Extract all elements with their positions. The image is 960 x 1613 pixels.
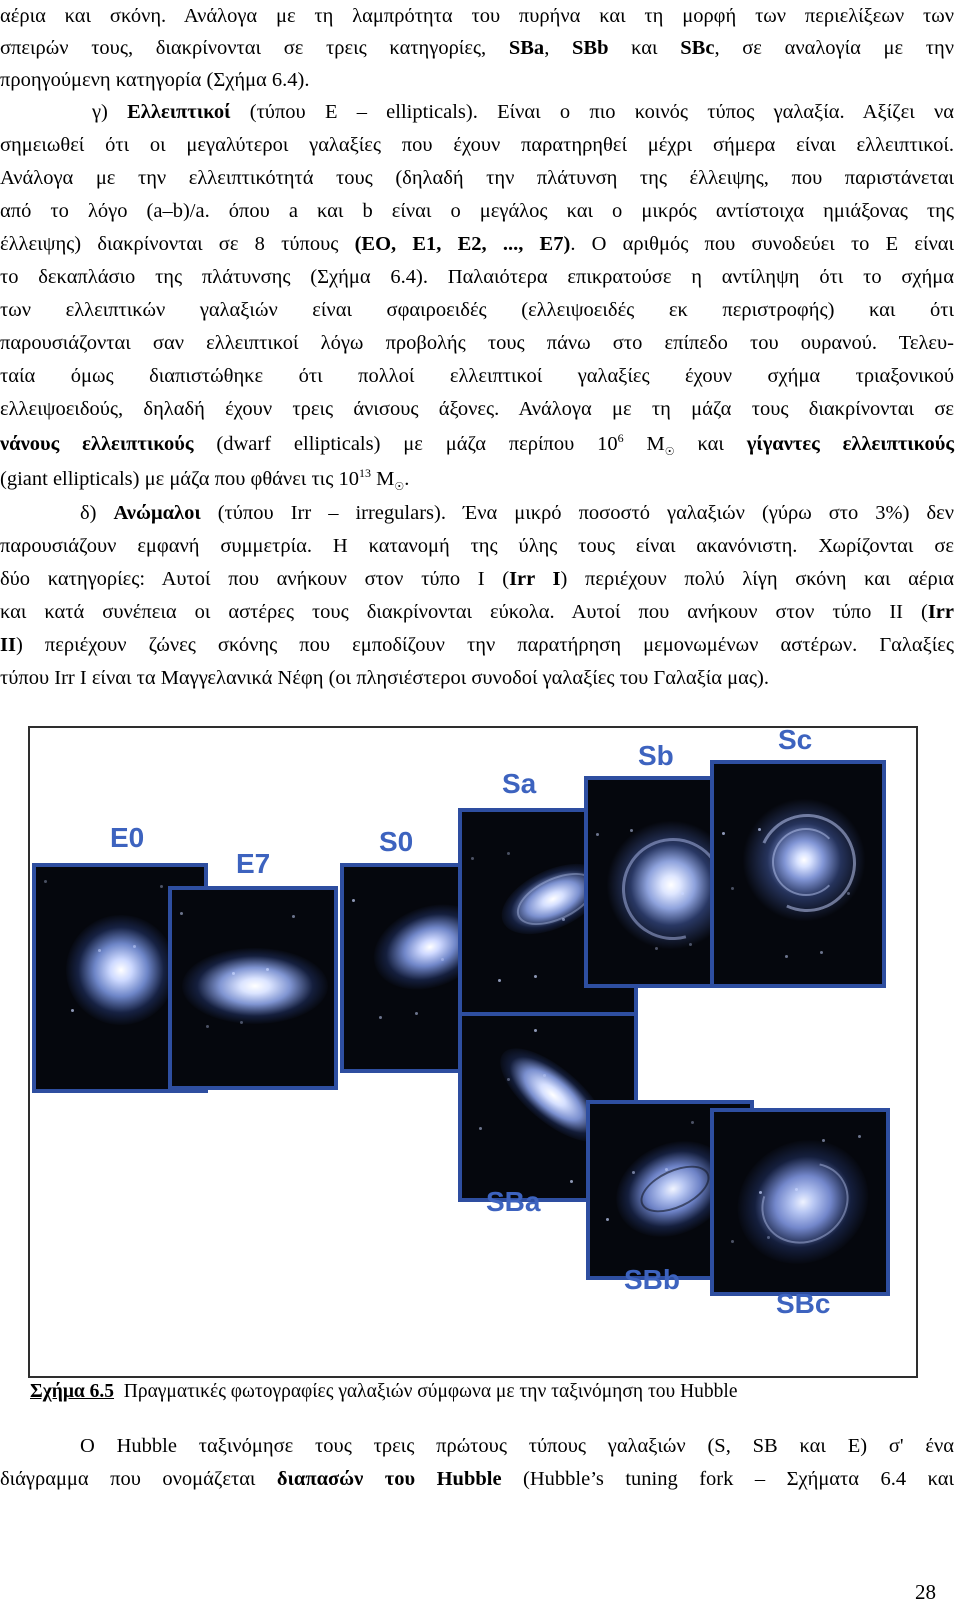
background-star [858, 1135, 861, 1138]
paragraph2-line6: το δεκαπλάσιο της πλάτυνσης (Σχήμα 6.4). Παλαιότερα επικρατούσε η αντίληψη ότι το σχήμα [0, 266, 954, 288]
paragraph3-line1: δ) Ανώμαλοι (τύπου Irr – irregulars). Ένα μικρό ποσοστό γαλαξιών (γύρω στο 3%) δεν [80, 502, 954, 524]
sba-term: SBa [508, 37, 545, 59]
background-star [507, 852, 510, 855]
galaxy-photo-e7 [168, 886, 338, 1090]
background-star [292, 915, 295, 918]
label-sbb: SBb [624, 1264, 680, 1295]
hubble-classification-figure [28, 726, 918, 1378]
background-star [731, 887, 734, 890]
background-star [160, 885, 163, 888]
label-sbc: SBc [776, 1288, 831, 1319]
paragraph2-line10: ελλειψοειδούς, δηλαδή έχουν τρεις άνισους άξονες. Ανάλογα με τη μάζα τους διακρίνονται σε [0, 398, 954, 420]
paragraph2-line7: των ελλειπτικών γαλαξιών είναι σφαιροειδές (ελλειψοειδές εκ περιστροφής) και ότι [0, 299, 954, 321]
background-star [415, 1012, 418, 1015]
background-star [570, 1180, 573, 1183]
background-star [691, 1121, 694, 1124]
paragraph2-line12: (giant ellipticals) με μάζα που φθάνει τις $10^{13}$ $M_☉$. [0, 466, 410, 494]
paragraph4-line2: διάγραμμα που ονομάζεται διαπασών του Hubble (Hubble’s tuning fork – Σχήματα 6.4 και [0, 1468, 954, 1490]
paragraph2-line1: γ) Ελλειπτικοί (τύπου E – ellipticals). Είναι ο πιο κοινός τύπος γαλαξία. Αξίζει να [92, 101, 954, 123]
paragraph3-line6: τύπου Irr I είναι τα Μαγγελανικά Νέφη (οι πλησιέστεροι συνοδοί γαλαξίες του Γαλαξία μας). [0, 667, 769, 689]
background-star [820, 951, 823, 954]
label-e7: E7 [236, 848, 271, 879]
sun-symbol: ☉ [664, 446, 675, 459]
background-star [722, 832, 725, 835]
background-star [606, 1218, 609, 1221]
paragraph2-line9: ταία όμως διαπιστώθηκε ότι πολλοί ελλειπτικοί γαλαξίες έχουν σχήμα τριαξονικού [0, 365, 954, 387]
paragraph4-line1: Ο Hubble ταξινόμησε τους τρεις πρώτους τύπους γαλαξιών (S, SB και E) σ' ένα [80, 1435, 954, 1457]
background-star [352, 899, 355, 902]
figure-caption: Σχήμα 6.5 Πραγματικές φωτογραφίες γαλαξιών σύμφωνα με την ταξινόμηση του Hubble [30, 1381, 738, 1402]
background-star [596, 833, 599, 836]
paragraph3-line2: παρουσιάζουν εμφανή συμμετρία. Η κατανομή της ύλης τους είναι ακανόνιστη. Χωρίζονται σε [0, 535, 954, 557]
label-sba: SBa [486, 1186, 541, 1217]
galaxy-photo-sbc [710, 1108, 890, 1296]
paragraph2-line4: από το λόγο (a–b)/a. όπου a και b είναι ο μεγάλος και ο μικρός αντίστοιχα ημιάξονας της [0, 200, 954, 222]
background-star [689, 943, 692, 946]
background-star [44, 880, 47, 883]
background-star [479, 1127, 482, 1130]
background-star [534, 975, 537, 978]
background-star [665, 1168, 668, 1171]
galaxy-photo-sc [710, 760, 886, 988]
background-star [379, 1016, 382, 1019]
paragraph2-line2: σημειωθεί ότι οι μεγαλύτεροι γαλαξίες που έχουν παρατηρηθεί μέχρι σήμερα είναι ελλειπτικοί. [0, 134, 954, 156]
background-star [71, 1009, 74, 1012]
tuning-fork-term: διαπασών του Hubble [276, 1468, 502, 1490]
background-star [562, 918, 565, 921]
sun-symbol: ☉ [394, 481, 405, 494]
paragraph1-line3: προηγούμενη κατηγορία (Σχήμα 6.4). [0, 69, 310, 91]
paragraph3-line4: και κατά συνέπεια οι αστέρες τους διακρίνονται εύκολα. Αυτοί που ανήκουν στον τύπο ΙΙ (Irr [0, 601, 954, 623]
background-star [759, 1191, 762, 1194]
paragraph2-line5: έλλειψης) διακρίνονται σε 8 τύπους (EO, E1, E2, ..., E7). Ο αριθμός που συνοδεύει το E είναι [0, 233, 955, 255]
background-star [731, 1240, 734, 1243]
paragraph3-line5: II) περιέχουν ζώνες σκόνης που εμποδίζουν την παρατήρηση μεμονωμένων αστέρων. Γαλαξίες [0, 634, 954, 656]
background-star [655, 947, 658, 950]
background-star [507, 1078, 510, 1081]
background-star [180, 912, 183, 915]
background-star [534, 1029, 537, 1032]
background-star [632, 1171, 635, 1174]
background-star [758, 828, 761, 831]
paragraph3-line3: δύο κατηγορίες: Αυτοί που ανήκουν στον τύπο Ι (Irr I) περιέχουν πολύ λίγη σκόνη και αέρια [0, 568, 954, 590]
page-number: 28 [915, 1580, 936, 1604]
label-s0: S0 [379, 826, 414, 857]
background-star [795, 1188, 798, 1191]
paragraph1-line1: αέρια και σκόνη. Ανάλογα με τη λαμπρότητα του πυρήνα και τη μορφή των περιελίξεων των [0, 5, 954, 27]
ellipticals-term: Ελλειπτικοί [127, 101, 231, 123]
label-sc: Sc [778, 724, 813, 755]
label-e0: E0 [110, 822, 145, 853]
paragraph2-line3: Ανάλογα με την ελλειπτικότητά τους (δηλαδή την πλάτυνση της έλλειψης, που παριστάνεται [0, 167, 954, 189]
irregulars-term: Ανώμαλοι [113, 502, 201, 524]
background-star [206, 1025, 209, 1028]
sbc-term: SBc [680, 37, 715, 59]
background-star [240, 1021, 243, 1024]
paragraph1-line2: σπειρών τους, διακρίνονται σε τρεις κατηγορίες, SBa, SBb και SBc, σε αναλογία με την [0, 37, 955, 59]
paragraph2-line8: παρουσιάζονται σαν ελλειπτικοί λόγω προβολής τους πάνω στο επίπεδο του ουρανού. Τελευ- [0, 332, 954, 354]
background-star [471, 857, 474, 860]
paragraph2-line11: νάνους ελλειπτικούς (dwarf ellipticals) με μάζα περίπου $10^6$ $M_☉$ και γίγαντες ελλειπτικούς [0, 431, 954, 459]
background-star [498, 979, 501, 982]
sbb-term: SBb [572, 37, 609, 59]
background-star [785, 955, 788, 958]
label-sb: Sb [638, 740, 674, 771]
background-star [630, 829, 633, 832]
background-star [847, 892, 850, 895]
label-sa: Sa [502, 768, 537, 799]
background-star [681, 892, 684, 895]
